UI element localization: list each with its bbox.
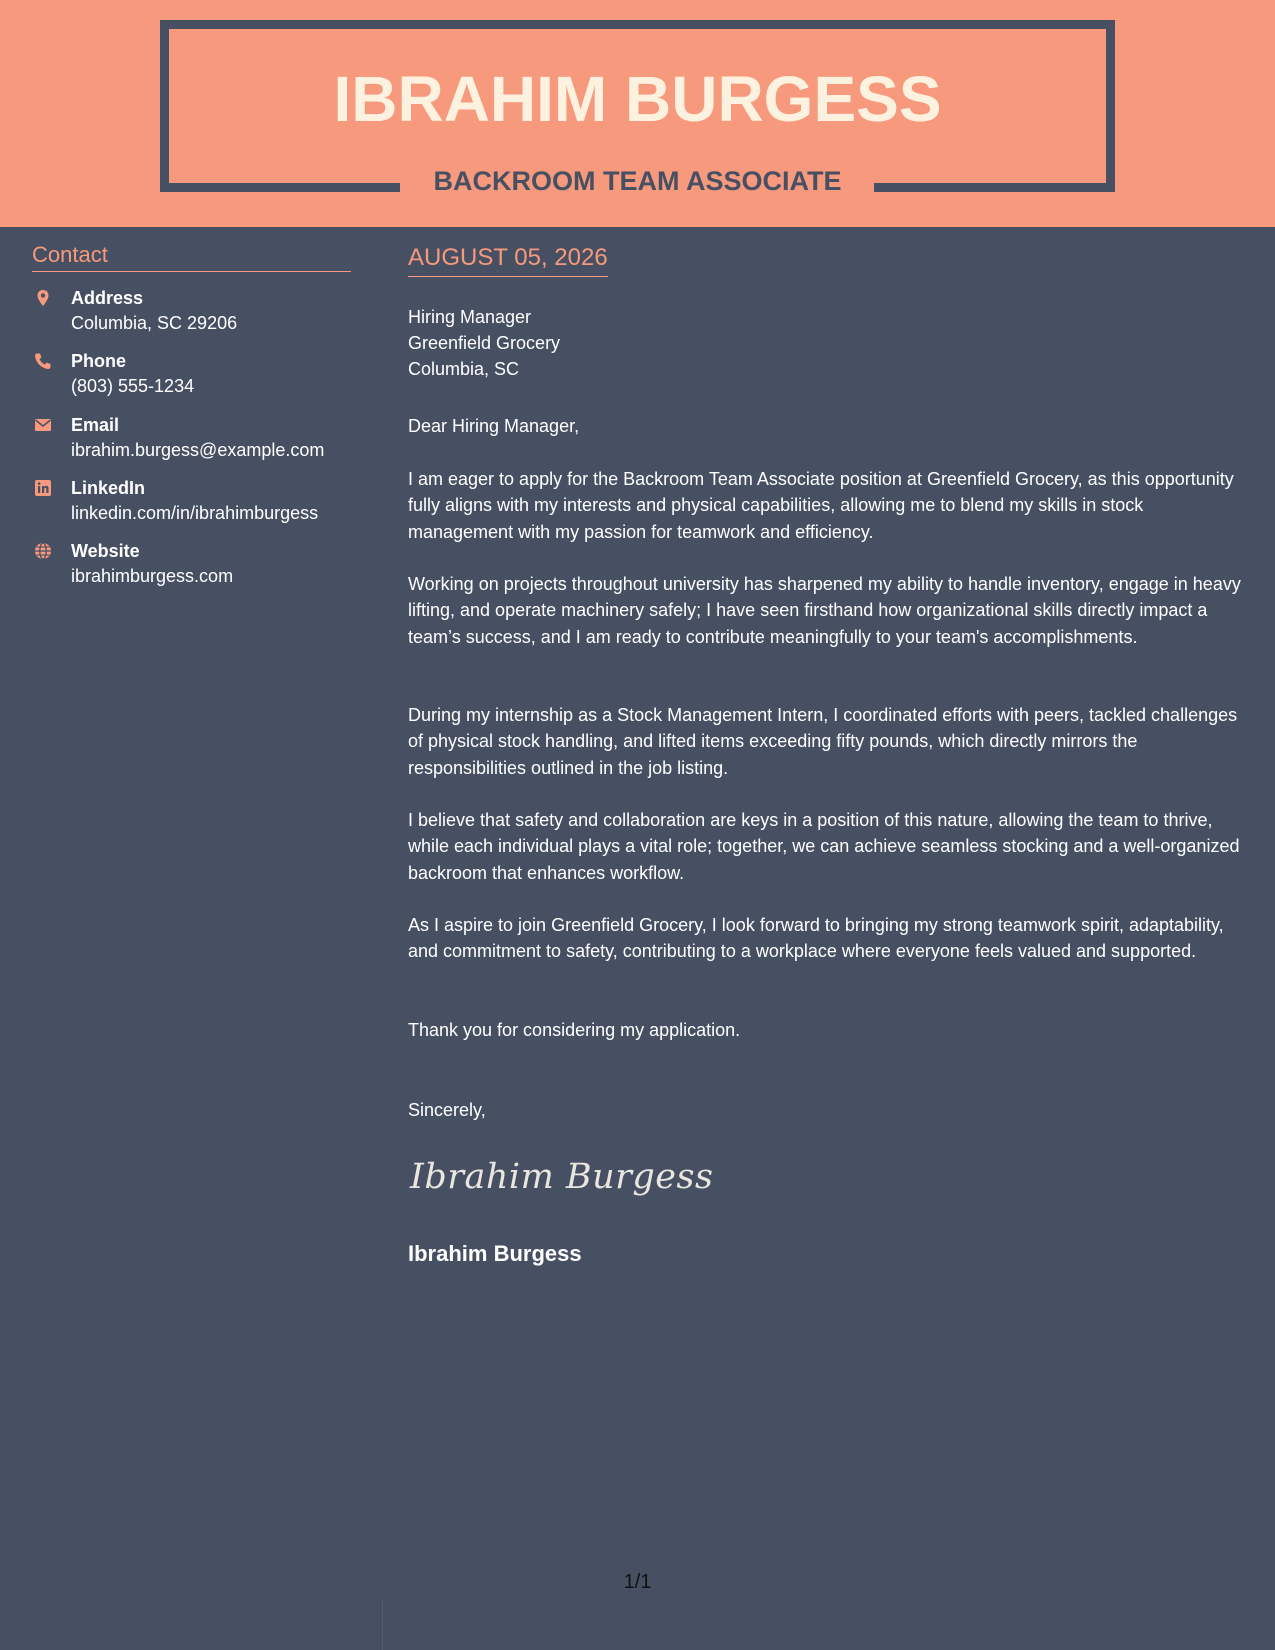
contact-sidebar xyxy=(32,242,351,586)
header-banner xyxy=(0,0,1275,227)
contact-value: Columbia, SC 29206 xyxy=(71,313,238,333)
globe-icon xyxy=(34,542,52,560)
letter-paragraph: I am eager to apply for the Backroom Team Associate position at Greenfield Grocery, as this opportunity fully aligns with my interests and physical capabilities, allowing me to blend my skills in stock management with my passion for teamwork and efficiency. xyxy=(408,469,1234,542)
recipient-line: Hiring Manager xyxy=(408,307,532,327)
contact-label: Website xyxy=(71,541,140,561)
contact-item-linkedin xyxy=(32,476,318,526)
contact-value: ibrahim.burgess@example.com xyxy=(71,440,325,460)
contact-label: LinkedIn xyxy=(71,478,146,498)
letter-paragraph: Working on projects throughout university has sharpened my ability to handle inventory, engage in heavy lifting, and operate machinery safely; I have seen firsthand how organizational skills directly impact a team’s success, and I am ready to contribute meaningfully to your team's accomplishments. xyxy=(408,574,1241,647)
contact-item-email xyxy=(32,413,324,463)
candidate-name: IBRAHIM BURGESS xyxy=(333,63,942,135)
contact-label: Phone xyxy=(71,351,127,371)
letter-body xyxy=(408,244,1253,1266)
column-divider xyxy=(382,1600,383,1650)
linkedin-icon xyxy=(34,479,52,497)
page-number: 1/1 xyxy=(623,1571,652,1593)
letter-paragraph: I believe that safety and collaboration are keys in a position of this nature, allowing the team to thrive, while each individual plays a vital role; together, we can achieve seamless stocking and a well-organized backroom that enhances workflow. xyxy=(408,810,1240,883)
contact-label: Email xyxy=(71,415,120,435)
recipient-block xyxy=(408,304,560,382)
job-title: BACKROOM TEAM ASSOCIATE xyxy=(433,166,842,196)
recipient-line: Greenfield Grocery xyxy=(408,333,561,353)
recipient-line: Columbia, SC xyxy=(408,359,520,379)
envelope-icon xyxy=(34,416,52,434)
contact-item-address xyxy=(32,286,237,336)
contact-value: ibrahimburgess.com xyxy=(71,566,234,586)
contact-heading: Contact xyxy=(32,242,351,272)
signer-name: Ibrahim Burgess xyxy=(408,1241,582,1266)
letter-paragraph: As I aspire to join Greenfield Grocery, I look forward to bringing my strong teamwork spirit, adaptability, and commitment to safety, contributing to a workplace where everyone feels valued and supported. xyxy=(408,915,1224,962)
contact-value: linkedin.com/in/ibrahimburgess xyxy=(71,503,319,523)
phone-icon xyxy=(34,352,52,370)
letter-date: AUGUST 05, 2026 xyxy=(408,244,608,277)
handwritten-signature: Ibrahim Burgess xyxy=(410,1157,714,1197)
letter-paragraph: During my internship as a Stock Management Intern, I coordinated efforts with peers, tackled challenges of physical stock handling, and lifted items exceeding fifty pounds, which directly mirrors the responsibilities outlined in the job listing. xyxy=(408,705,1238,778)
thanks-line: Thank you for considering my application. xyxy=(408,1020,741,1040)
contact-item-website xyxy=(32,539,233,589)
contact-label: Address xyxy=(71,288,144,308)
salutation: Dear Hiring Manager, xyxy=(408,416,580,436)
contact-item-phone xyxy=(32,349,194,399)
contact-value: (803) 555-1234 xyxy=(71,376,195,396)
map-pin-icon xyxy=(34,289,52,307)
closing-line: Sincerely, xyxy=(408,1100,486,1120)
